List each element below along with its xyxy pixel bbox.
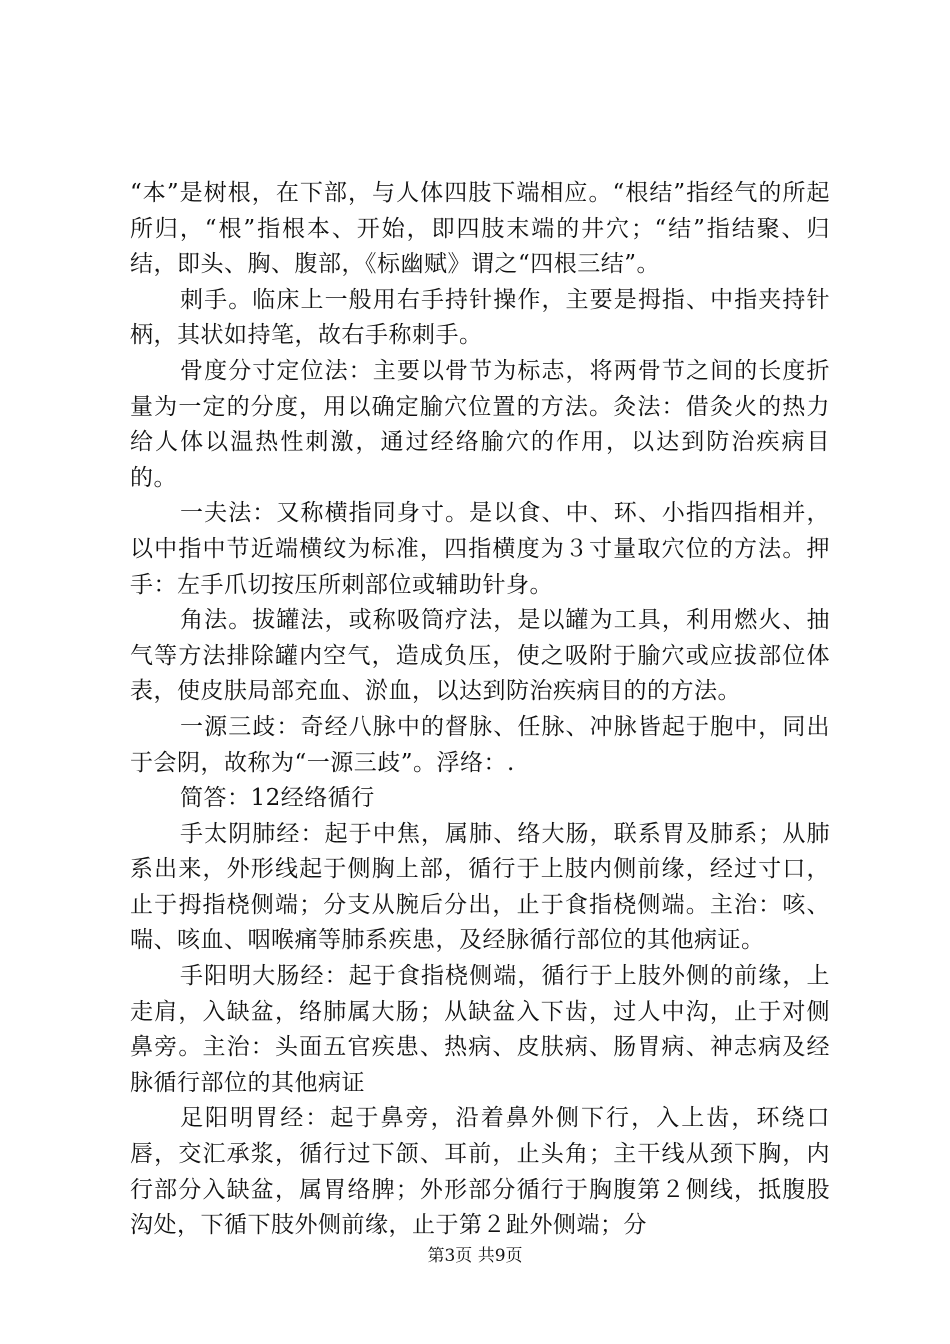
- paragraph-large-intestine-meridian: 手阳明大肠经：起于食指桡侧端，循行于上肢外侧的前缘，上走肩，入缺盆，络肺属大肠；从缺盆入下齿，过人中沟，止于对侧鼻旁。主治：头面五官疾患、热病、皮肤病、肠胃病、神志病及经脉循行部位的其他病证: [130, 963, 830, 1096]
- paragraph-lung-meridian: 手太阴肺经：起于中焦，属肺、络大肠，联系胃及肺系；从肺系出来，外形线起于侧胸上部，循行于上肢内侧前缘，经过寸口，止于拇指桡侧端；分支从腕后分出，止于食指桡侧端。主治：咳、喘、咳血、咽喉痛等肺系疾患，及经脉循行部位的其他病证。: [130, 820, 830, 954]
- paragraph-stomach-meridian: 足阳明胃经：起于鼻旁，沿着鼻外侧下行，入上齿，环绕口唇，交汇承浆，循行过下颌、耳前，止头角；主干线从颈下胸，内行部分入缺盆，属胃络脾；外形部分循行于胸腹第２侧线，抵腹股沟处，下循下肢外侧前缘，止于第２趾外侧端；分: [130, 1105, 830, 1239]
- paragraph-3: 骨度分寸定位法：主要以骨节为标志，将两骨节之间的长度折量为一定的分度，用以确定腧穴位置的方法。灸法：借灸火的热力给人体以温热性刺激，通过经络腧穴的作用，以达到防治疾病目的。: [130, 357, 830, 491]
- paragraph-6: 一源三歧：奇经八脉中的督脉、任脉、冲脉皆起于胞中，同出于会阴，故称为“一源三歧”。浮络：.: [130, 713, 830, 776]
- paragraph-2: 刺手。临床上一般用右手持针操作，主要是拇指、中指夹持针柄，其状如持笔，故右手称刺手。: [130, 286, 830, 349]
- document-body: [130, 176, 830, 1244]
- paragraph-1: “本”是树根，在下部，与人体四肢下端相应。“根结”指经气的所起所归，“根”指根本、开始，即四肢末端的井穴；“结”指结聚、归结，即头、胸、腹部，《标幽赋》谓之“四根三结”。: [130, 180, 830, 278]
- paragraph-4: 一夫法：又称横指同身寸。是以食、中、环、小指四指相并，以中指中节近端横纹为标准，四指横度为３寸量取穴位的方法。押手：左手爪切按压所刺部位或辅助针身。: [130, 500, 830, 598]
- paragraph-5: 角法。拔罐法，或称吸筒疗法，是以罐为工具，利用燃火、抽气等方法排除罐内空气，造成负压，使之吸附于腧穴或应拔部位体表，使皮肤局部充血、淤血，以达到防治疾病目的的方法。: [130, 607, 830, 705]
- page-footer: 第3页 共9页: [427, 1246, 523, 1266]
- section-heading: 简答：12经络循行: [180, 785, 375, 812]
